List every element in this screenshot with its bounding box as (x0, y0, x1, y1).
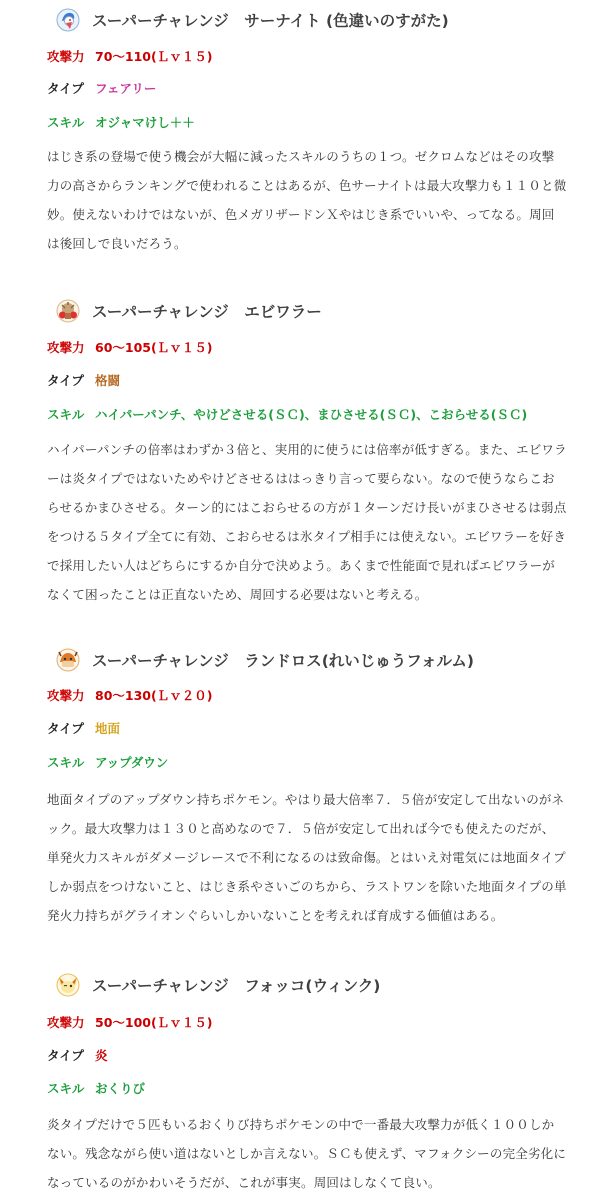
skill-value: オジャマけし＋＋ (95, 115, 195, 130)
type-label: タイプ (47, 81, 84, 96)
type-row (47, 80, 156, 98)
landorus-therian-icon (56, 648, 80, 672)
entry-description: 炎タイプだけで５匹もいるおくりび持ちポケモンの中で一番最大攻撃力が低く１００しかない。残念ながら使い道はないとしか言えない。ＳＣも使えず、マフォクシーの完全劣化になっているのがかわいそうだが、これが事実。周回はしなくて良い。 (47, 1117, 567, 1190)
type-label: タイプ (47, 1048, 84, 1063)
attack-row (47, 339, 212, 357)
entry-title-row (56, 971, 380, 999)
type-row (47, 372, 120, 390)
attack-row (47, 48, 212, 66)
type-row (47, 720, 120, 738)
entry-description: 地面タイプのアップダウン持ちポケモン。やはり最大倍率７．５倍が安定して出ないのがネック。最大攻撃力は１３０と高めなので７．５倍が安定して出れば今でも使えたのだが、単発火力スキルがダメージレースで不利になるのは致命傷。とはいえ対電気には地面タイプしか弱点をつけないこと、はじき系やさいごのちから、ラストワンを除いた地面タイプの単発火力持ちがグライオンぐらいしかいないことを考えれば育成する価値はある。 (47, 792, 567, 923)
gardevoir-shiny-icon (56, 8, 80, 32)
entry-title: スーパーチャレンジ フォッコ(ウィンク) (92, 977, 381, 995)
entry-title: スーパーチャレンジ ランドロス(れいじゅうフォルム) (92, 652, 474, 670)
attack-value: 60～105(Ｌｖ１５) (95, 340, 213, 355)
skill-label: スキル (47, 755, 85, 770)
skill-row (47, 754, 168, 772)
entry-title-row (56, 6, 449, 34)
type-value: フェアリー (95, 81, 157, 96)
skill-value: アップダウン (95, 755, 169, 770)
skill-label: スキル (47, 1081, 85, 1096)
entry-title: スーパーチャレンジ エビワラー (92, 303, 322, 321)
type-value: 格闘 (95, 373, 121, 388)
attack-value: 50～100(Ｌｖ１５) (95, 1015, 213, 1030)
skill-value: おくりび (95, 1081, 146, 1096)
attack-label: 攻撃力 (47, 340, 85, 355)
type-row (47, 1047, 108, 1065)
skill-row (47, 1080, 145, 1098)
skill-label: スキル (47, 407, 85, 422)
attack-value: 70～110(Ｌｖ１５) (95, 49, 213, 64)
hitmonchan-icon (56, 299, 80, 323)
type-value: 地面 (95, 721, 121, 736)
skill-label: スキル (47, 115, 85, 130)
entry-title-row (56, 646, 474, 674)
attack-row (47, 1014, 212, 1032)
attack-label: 攻撃力 (47, 49, 85, 64)
entry-description: ハイパーパンチの倍率はわずか３倍と、実用的に使うには倍率が低すぎる。また、エビワラーは炎タイプではないためやけどさせるははっきり言って要らない。なので使うならこおらせるかまひさせる。ターン的にはこおらせるの方が１ターンだけ長いがまひさせるは弱点をつける５タイプ全てに有効、こおらせるは氷タイプ相手には使えない。エビワラーを好きで採用したい人はどちらにするか自分で決めよう。あくまで性能面で見ればエビワラーがなくて困ったことは正直ないため、周回する必要はないと考える。 (47, 442, 567, 602)
entry-title-row (56, 297, 322, 325)
entry-title: スーパーチャレンジ サーナイト (色違いのすがた) (92, 12, 449, 30)
skill-value: ハイパーパンチ、やけどさせる(ＳＣ)、まひさせる(ＳＣ)、こおらせる(ＳＣ) (95, 407, 528, 422)
fennekin-wink-icon (56, 973, 80, 997)
type-value: 炎 (95, 1048, 108, 1063)
type-label: タイプ (47, 721, 84, 736)
type-label: タイプ (47, 373, 84, 388)
skill-row (47, 406, 527, 424)
attack-label: 攻撃力 (47, 688, 85, 703)
attack-row (47, 687, 212, 705)
skill-row (47, 114, 195, 132)
attack-value: 80～130(Ｌｖ２０) (95, 688, 213, 703)
attack-label: 攻撃力 (47, 1015, 85, 1030)
entry-description: はじき系の登場で使う機会が大幅に減ったスキルのうちの１つ。ゼクロムなどはその攻撃力の高さからランキングで使われることはあるが、色サーナイトは最大攻撃力も１１０と微妙。使えないわけではないが、色メガリザードンＸやはじき系でいいや、ってなる。周回は後回しで良いだろう。 (47, 149, 567, 251)
